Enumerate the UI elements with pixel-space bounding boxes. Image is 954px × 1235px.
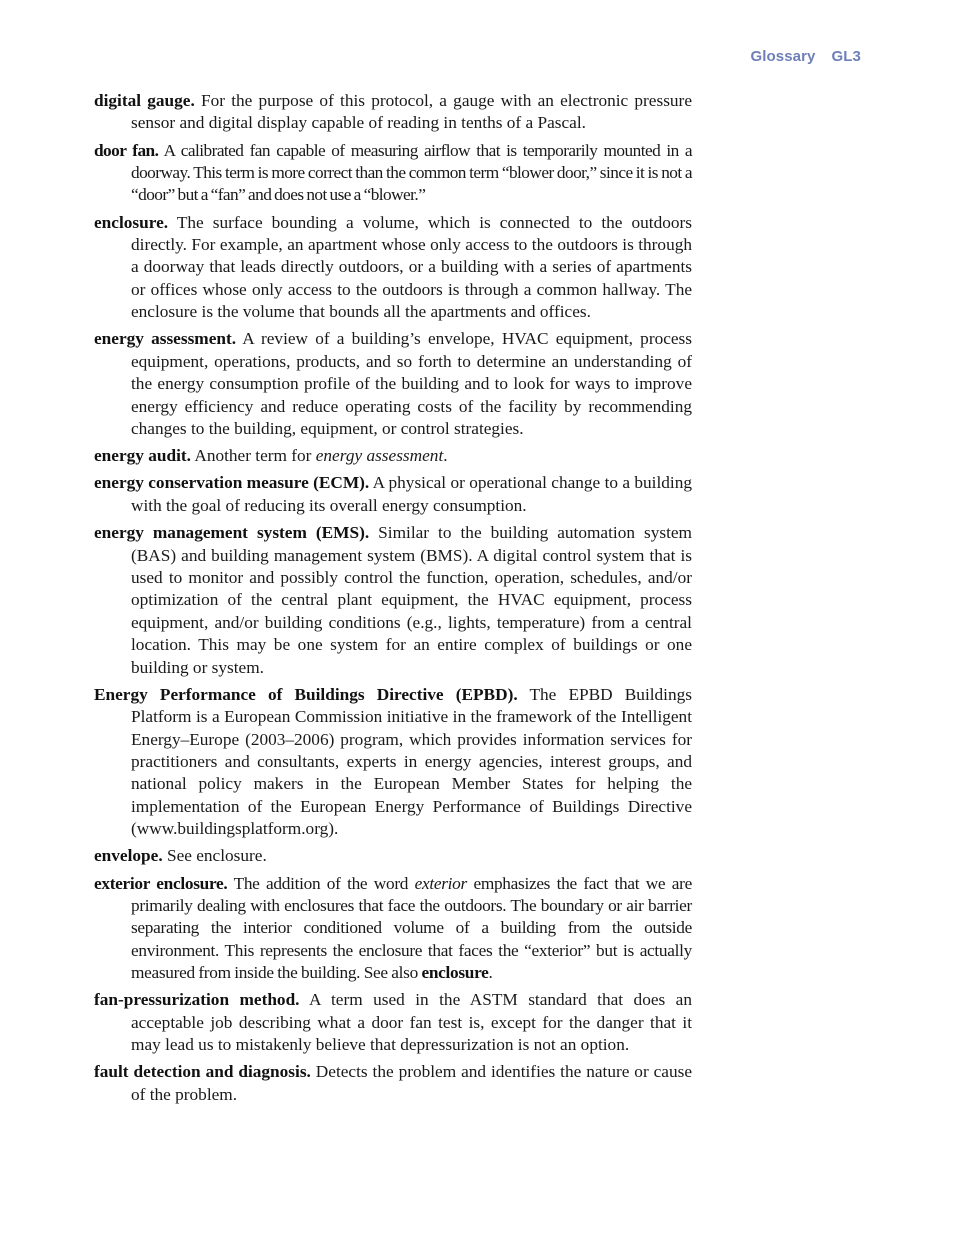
glossary-definition: The surface bounding a volume, which is connected to the outdoors directly. For example, an apartment whose only access to the outdoors is through a doorway that leads directly outdoors, or a building with a series of apartments or offices whose only access to the outdoors is through a common hallway. The enclosure is the volume that bounds all the apartments and offices. [131, 212, 692, 322]
glossary-definition-continued: emphasizes the fact that we are primarily dealing with enclosures that face the outdoors. The boundary or air barrier separating the interior conditioned volume of a building from the outside environment. This represents the enclosure that faces the “exterior” but is actually measured from inside the building. See also [131, 873, 692, 983]
glossary-definition: For the purpose of this protocol, a gauge with an electronic pressure sensor and digital display capable of reading in tenths of a Pascal. [131, 91, 692, 133]
glossary-term: Energy Performance of Buildings Directive (EPBD). [94, 684, 518, 704]
glossary-term: energy audit. [94, 446, 191, 466]
glossary-emphasis: exterior [414, 873, 467, 893]
glossary-definition: A calibrated fan capable of measuring airflow that is temporarily mounted in a doorway. This term is more correct than the common term “blower door,” since it is not a “door” but a “fan” and does not use a “blower.” [131, 140, 692, 205]
glossary-entry-enclosure [94, 212, 692, 324]
glossary-entry-fault-detection [94, 1061, 692, 1106]
glossary-term: digital gauge. [94, 91, 195, 110]
glossary-definition: The EPBD Buildings Platform is a European Commission initiative in the framework of the Intelligent Energy–Europe (2003–2006) program, which provides information services for practitioners and consultants, experts in energy agencies, interest groups, and national policy makers in the European Member States for helping the implementation of the European Energy Performance of Buildings Directive (www.buildingsplatform.org). [131, 684, 692, 839]
glossary-entry-ecm [94, 472, 692, 517]
glossary-entry-energy-audit [94, 445, 692, 467]
glossary-term: energy conservation measure (ECM). [94, 473, 370, 493]
glossary-entry-envelope [94, 845, 692, 867]
page-number: GL3 [831, 48, 861, 65]
glossary-entry-door-fan [94, 140, 692, 207]
glossary-entry-digital-gauge [94, 90, 692, 135]
glossary-entry-epbd [94, 684, 692, 841]
glossary-list [94, 90, 692, 1111]
glossary-definition: A review of a building’s envelope, HVAC equipment, process equipment, operations, products, and so forth to determine an understanding of the energy consumption profile of the building and to look for ways to improve energy efficiency and reduce operating costs of the facility by recommending changes to the building, equipment, or control strategies. [131, 329, 693, 439]
glossary-term: exterior enclosure. [94, 873, 228, 893]
glossary-term: enclosure. [94, 212, 169, 232]
glossary-cross-reference: energy assessment [315, 446, 444, 466]
glossary-cross-reference: enclosure [421, 963, 489, 983]
glossary-definition: Detects the problem and identifies the nature or cause of the problem. [131, 1062, 692, 1104]
glossary-entry-exterior-enclosure [94, 873, 692, 985]
glossary-punctuation: . [443, 446, 448, 466]
glossary-term: fan-pressurization method. [94, 990, 300, 1010]
glossary-definition: Another term for [190, 446, 316, 466]
glossary-term: door fan. [94, 140, 159, 160]
section-title: Glossary [750, 48, 816, 65]
glossary-definition: See enclosure. [162, 846, 267, 866]
glossary-term: envelope. [94, 846, 163, 866]
glossary-definition: A term used in the ASTM standard that does an acceptable job describing what a door fan test is, except for the danger that it may lead us to mistakenly believe that depressurization is not an option. [131, 990, 692, 1055]
glossary-term: fault detection and diagnosis. [94, 1062, 311, 1082]
glossary-entry-energy-assessment [94, 328, 692, 440]
glossary-definition: A physical or operational change to a building with the goal of reducing its overall energy consumption. [131, 473, 692, 515]
glossary-definition: The addition of the word [227, 873, 415, 893]
glossary-punctuation: . [488, 963, 493, 983]
glossary-term: energy management system (EMS). [94, 523, 370, 543]
glossary-entry-fan-pressurization-method [94, 989, 692, 1056]
glossary-term: energy assessment. [94, 329, 237, 349]
glossary-definition: Similar to the building automation system (BAS) and building management system (BMS). A digital control system that is used to monitor and possibly control the function, operation, schedules, and/or optimization of the central plant equipment, the HVAC equipment, process equipment, and/or building conditions (e.g., lights, temperature) from a central location. This may be one system for an entire complex of buildings or one building or system. [131, 523, 692, 677]
running-head [751, 48, 862, 65]
glossary-entry-ems [94, 522, 692, 679]
